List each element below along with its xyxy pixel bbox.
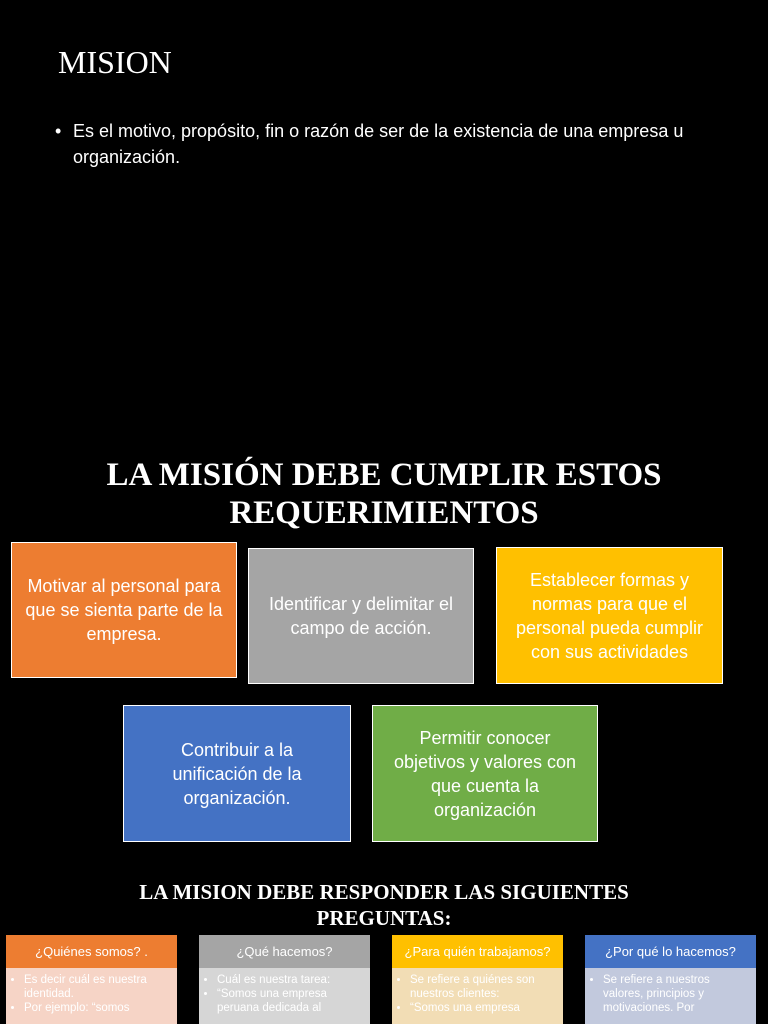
requirement-box-identificar: Identificar y delimitar el campo de acción. [248,548,474,684]
question-column-quienes [6,935,177,1024]
requirement-box-establecer: Establecer formas y normas para que el personal pueda cumplir con sus actividades [496,547,723,684]
questions-title [40,879,728,931]
question-item: • Por ejemplo: “somos [24,1001,171,1015]
mision-definition-text: Es el motivo, propósito, fin o razón de ser de la existencia de una empresa u organización. [73,121,684,167]
requirement-box-motivar: Motivar al personal para que se sienta parte de la empresa. [11,542,237,678]
question-column-para-quien [392,935,563,1024]
question-column-que-hacemos [199,935,370,1024]
question-body [6,968,177,1024]
requirements-title [40,456,728,532]
question-header: ¿Quiénes somos? . [6,935,177,968]
question-header: ¿Para quién trabajamos? [392,935,563,968]
question-item: • “Somos una empresa [410,1001,557,1015]
question-item: • “Somos una empresa peruana dedicada al [217,987,364,1015]
slide-title-mision: MISION [58,44,172,80]
requirements-title-line2: REQUERIMIENTOS [229,495,539,531]
question-body [585,968,756,1024]
requirement-box-contribuir: Contribuir a la unificación de la organización. [123,705,351,842]
question-header: ¿Por qué lo hacemos? [585,935,756,968]
requirements-title-line1: LA MISIÓN DEBE CUMPLIR ESTOS [106,457,662,493]
mision-definition-bullet [55,118,695,170]
question-item: • Se refiere a nuestros valores, principios y motivaciones. Por [603,973,750,1015]
question-body [199,968,370,1024]
questions-title-line1: LA MISION DEBE RESPONDER LAS SIGUIENTES [139,880,629,904]
questions-title-line2: PREGUNTAS: [316,906,452,930]
bullet-dot-icon: • [55,121,62,141]
question-item: • Es decir cuál es nuestra identidad. [24,973,171,1001]
question-header: ¿Qué hacemos? [199,935,370,968]
question-item: • Cuál es nuestra tarea: [217,973,364,987]
question-column-por-que [585,935,756,1024]
requirement-box-permitir: Permitir conocer objetivos y valores con que cuenta la organización [372,705,598,842]
question-item: • Se refiere a quiénes son nuestros clientes: [410,973,557,1001]
question-body [392,968,563,1024]
